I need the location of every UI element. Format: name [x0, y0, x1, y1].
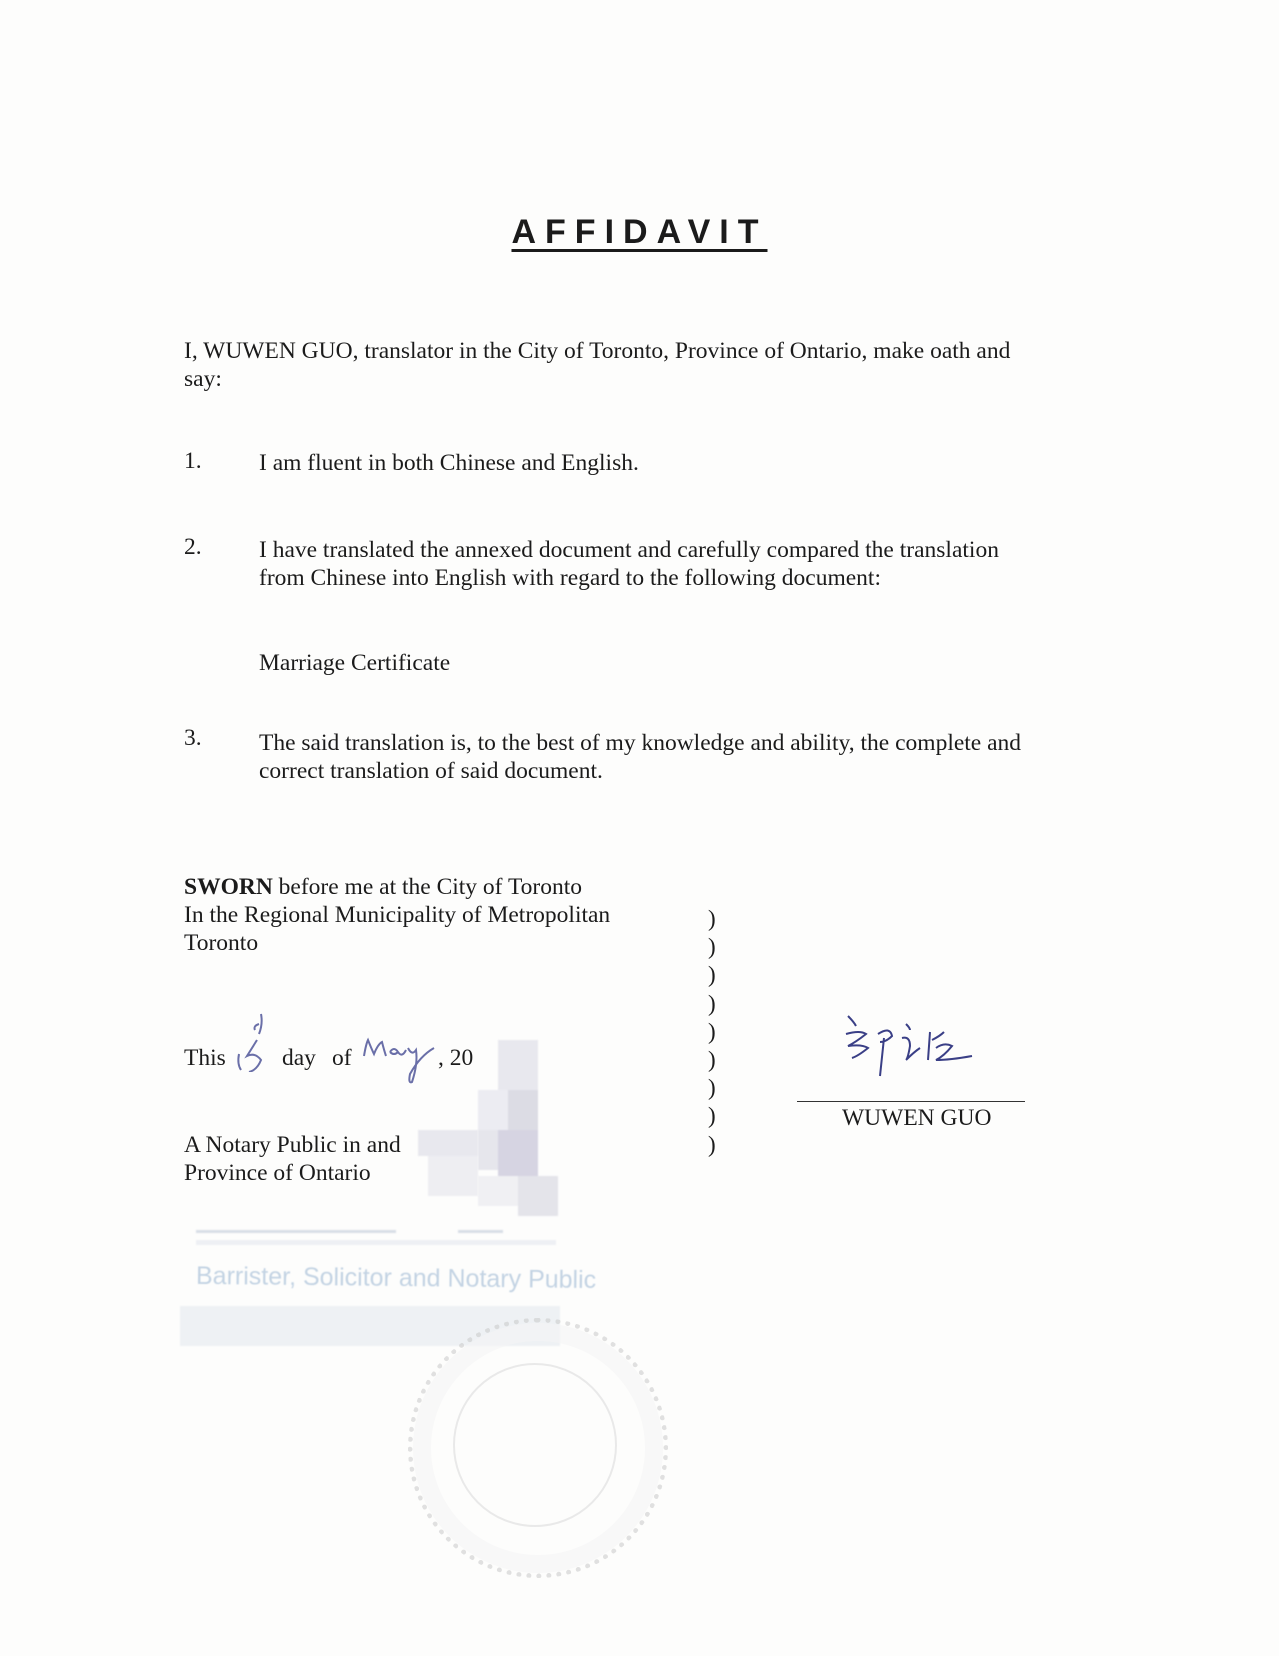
handwritten-month	[360, 1034, 438, 1086]
intro-paragraph	[184, 337, 1010, 393]
document-name: Marriage Certificate	[259, 650, 451, 676]
signatory-name: WUWEN GUO	[842, 1105, 992, 1131]
paren-9: )	[708, 1131, 716, 1157]
item-3-line-1: The said translation is, to the best of my knowledge and ability, the complete and	[259, 730, 1022, 756]
item-3-line-2: correct translation of said document.	[259, 758, 603, 784]
handwritten-day-svg	[233, 1012, 275, 1072]
paren-5: )	[708, 1018, 716, 1044]
item-number-1: 1.	[184, 448, 202, 474]
signature	[840, 1012, 990, 1092]
paren-3: )	[708, 962, 716, 988]
handwritten-month-svg	[360, 1034, 438, 1086]
signature-svg	[840, 1012, 990, 1092]
stamp-text: Barrister, Solicitor and Notary Public	[195, 1261, 597, 1295]
intro-line-2: say:	[184, 366, 222, 392]
sworn-line-3: Toronto	[184, 930, 259, 956]
document-title: AFFIDAVIT	[511, 213, 768, 251]
item-text-1	[259, 449, 639, 477]
item-1-line-1: I am fluent in both Chinese and English.	[259, 450, 639, 476]
sworn-line-1	[184, 873, 610, 901]
sworn-line-2: In the Regional Municipality of Metropolitan	[184, 902, 611, 928]
paren-2: )	[708, 934, 716, 960]
paren-7: )	[708, 1075, 716, 1101]
date-day: day	[282, 1045, 316, 1071]
parentheses-column	[708, 905, 716, 1159]
item-2-line-1: I have translated the annexed document and carefully compared the translation	[259, 537, 999, 563]
item-text-3	[259, 729, 1021, 785]
notary-block	[184, 1131, 401, 1187]
stamp-redacted-top	[196, 1226, 556, 1246]
item-number-3: 3.	[184, 725, 202, 751]
notary-line-2: Province of Ontario	[184, 1160, 371, 1186]
paren-4: )	[708, 990, 716, 1016]
item-2-line-2: from Chinese into English with regard to the following document:	[259, 565, 881, 591]
date-year-prefix: , 20	[438, 1045, 474, 1071]
redaction-pixel-block	[478, 1040, 558, 1216]
paren-1: )	[708, 906, 716, 931]
notary-seal-inner	[453, 1363, 617, 1527]
item-text-2	[259, 536, 999, 592]
sworn-rest: before me at the City of Toronto	[272, 874, 583, 900]
intro-line-1: I, WUWEN GUO, translator in the City of Toronto, Province of Ontario, make oath and	[184, 338, 1011, 364]
item-number-2: 2.	[184, 534, 202, 560]
sworn-block	[184, 873, 610, 957]
paren-8: )	[708, 1103, 716, 1129]
redaction-pixel-block-2	[418, 1130, 488, 1210]
date-this: This	[184, 1045, 226, 1071]
notary-seal-embossed	[408, 1318, 668, 1578]
handwritten-day	[233, 1012, 275, 1072]
paren-6: )	[708, 1046, 716, 1072]
notary-line-1: A Notary Public in and	[184, 1132, 401, 1158]
date-of: of	[332, 1045, 352, 1071]
sworn-bold: SWORN	[184, 874, 273, 900]
signature-line	[797, 1101, 1025, 1102]
